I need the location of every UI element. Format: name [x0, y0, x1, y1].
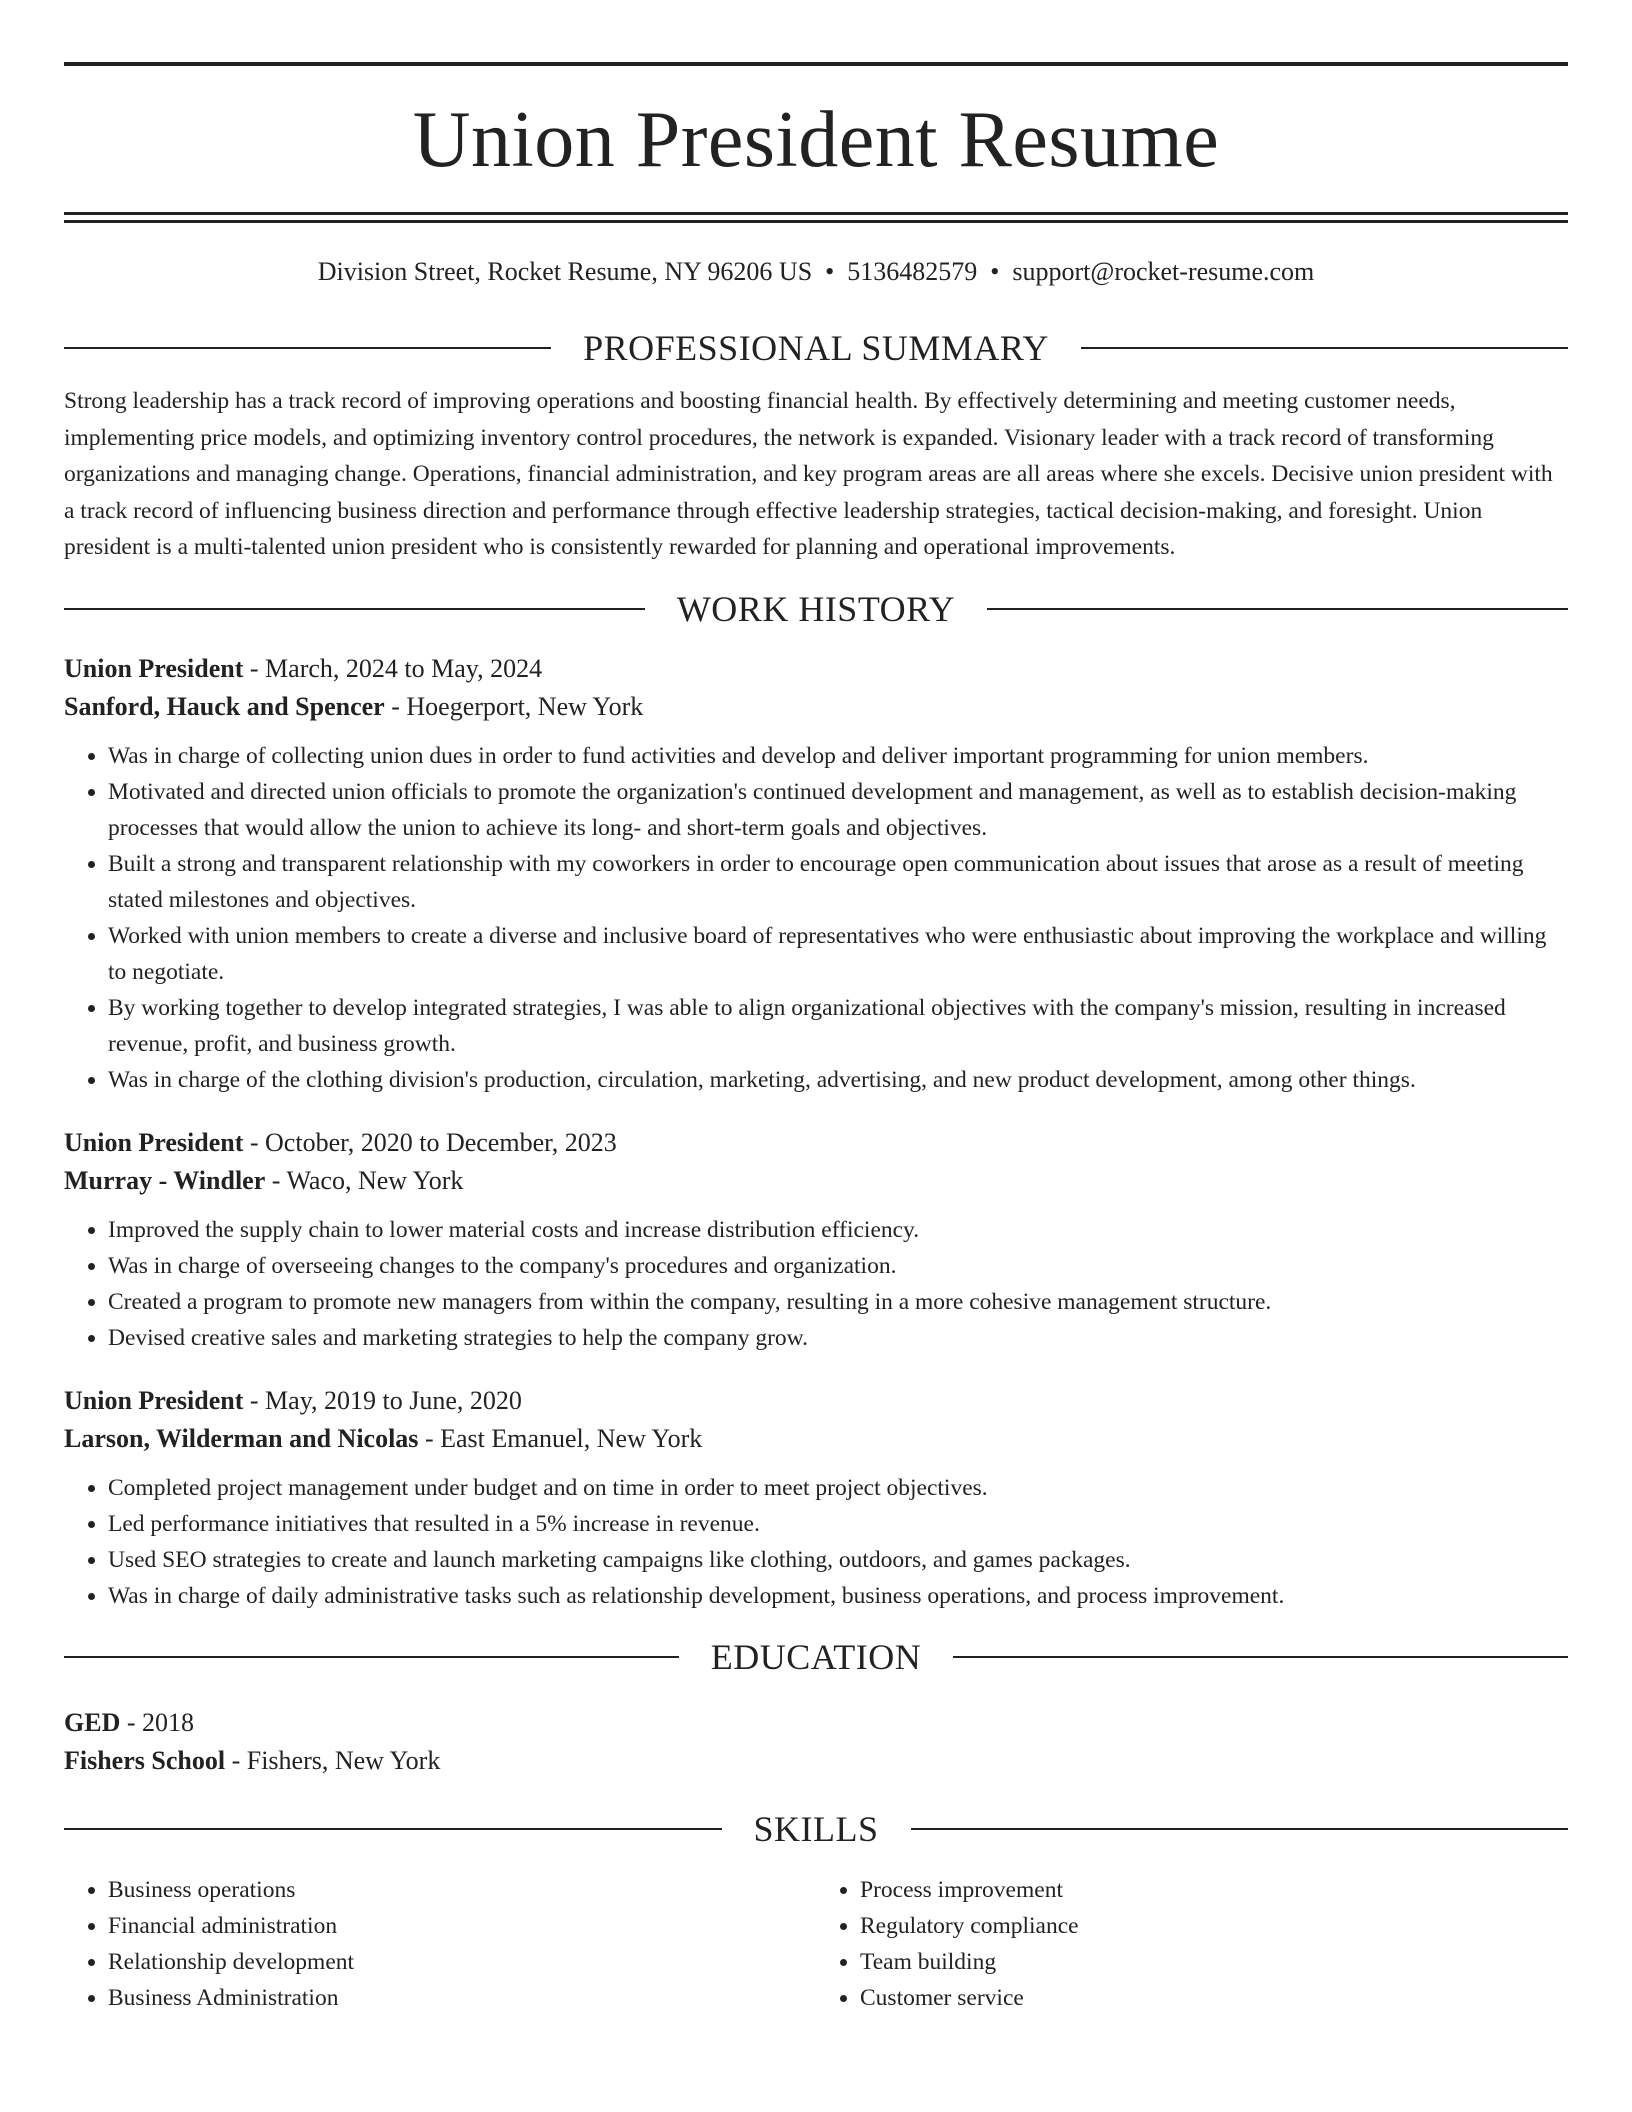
education-year: - 2018	[120, 1707, 195, 1737]
contact-line	[64, 257, 1568, 287]
education-entry	[64, 1704, 1568, 1780]
section-rule	[987, 608, 1568, 610]
section-rule	[911, 1828, 1569, 1830]
job-bullet: • Used SEO strategies to create and launch marketing campaigns like clothing, outdoors, and games packages.	[108, 1542, 1568, 1578]
education-school: Fishers School	[64, 1745, 226, 1775]
summary-text: Strong leadership has a track record of improving operations and boosting financial health. By effectively determining and meeting customer needs, implementing price models, and optimizing inventory control procedures, the network is expanded. Visionary leader with a track record of transforming organizations and managing change. Operations, financial administration, and key program areas are all areas where she excels. Decisive union president with a track record of influencing business direction and performance through effective leadership strategies, tactical decision-making, and foresight. Union president is a multi-talented union president who is consistently rewarded for planning and operational improvements.	[64, 388, 1553, 560]
job-title: Union President	[64, 1127, 244, 1157]
section-rule	[64, 1656, 679, 1658]
education-school-line	[64, 1742, 1568, 1780]
job-bullet: • Was in charge of the clothing division's production, circulation, marketing, advertising, and new product development, among other things.	[108, 1062, 1568, 1098]
contact-phone: 5136482579	[847, 257, 978, 286]
skills-list	[64, 1872, 1568, 2016]
contact-email: support@rocket-resume.com	[1012, 257, 1315, 286]
job-title: Union President	[64, 1385, 244, 1415]
education-degree-line	[64, 1704, 1568, 1742]
job-company: Murray - Windler	[64, 1165, 266, 1195]
section-heading-work	[64, 588, 1568, 630]
skill-item: • Customer service	[860, 1980, 1568, 2016]
skill-item: • Business operations	[108, 1872, 816, 1908]
skill-item: • Process improvement	[860, 1872, 1568, 1908]
resume-title: Union President Resume	[412, 96, 1220, 184]
job-title: Union President	[64, 653, 244, 683]
work-history-list	[64, 650, 1568, 1614]
job-bullet: • By working together to develop integrated strategies, I was able to align organizational objectives with the company's mission, resulting in increased revenue, profit, and business growth.	[108, 990, 1568, 1062]
skills-column-right	[816, 1872, 1568, 2016]
job-company: Larson, Wilderman and Nicolas	[64, 1423, 419, 1453]
skill-item: • Business Administration	[108, 1980, 816, 2016]
job-company-line	[64, 688, 1568, 726]
job-bullet: • Was in charge of collecting union dues in order to fund activities and develop and deliver important programming for union members.	[108, 738, 1568, 774]
job-location: - Waco, New York	[265, 1165, 464, 1195]
section-title: EDUCATION	[710, 1636, 922, 1677]
job-bullets	[64, 738, 1568, 1098]
top-rule	[64, 62, 1568, 66]
job-dates: - May, 2019 to June, 2020	[243, 1385, 522, 1415]
job-entry	[64, 1124, 1568, 1356]
job-company: Sanford, Hauck and Spencer	[64, 691, 385, 721]
job-bullet: • Created a program to promote new managers from within the company, resulting in a more cohesive management structure.	[108, 1284, 1568, 1320]
job-dates: - October, 2020 to December, 2023	[243, 1127, 617, 1157]
job-bullet: • Was in charge of daily administrative tasks such as relationship development, business operations, and process improvement.	[108, 1578, 1568, 1614]
job-entry	[64, 1382, 1568, 1614]
title-double-rule	[64, 212, 1568, 223]
section-title: WORK HISTORY	[676, 588, 956, 629]
education-degree: GED	[64, 1707, 121, 1737]
job-bullet: • Led performance initiatives that resulted in a 5% increase in revenue.	[108, 1506, 1568, 1542]
section-rule	[64, 1828, 722, 1830]
job-title-line	[64, 1382, 1568, 1420]
job-bullet: • Built a strong and transparent relationship with my coworkers in order to encourage open communication about issues that arose as a result of meeting stated milestones and objectives.	[108, 846, 1568, 918]
skill-item: • Relationship development	[108, 1944, 816, 1980]
skill-item: • Financial administration	[108, 1908, 816, 1944]
contact-separator: •	[990, 257, 1000, 286]
section-rule	[64, 347, 551, 349]
job-bullet: • Worked with union members to create a diverse and inclusive board of representatives who were enthusiastic about improving the workplace and willing to negotiate.	[108, 918, 1568, 990]
job-bullet: • Improved the supply chain to lower material costs and increase distribution efficiency.	[108, 1212, 1568, 1248]
skill-item: • Regulatory compliance	[860, 1908, 1568, 1944]
section-rule	[953, 1656, 1568, 1658]
skill-item: • Team building	[860, 1944, 1568, 1980]
job-bullet: • Completed project management under budget and on time in order to meet project objectives.	[108, 1470, 1568, 1506]
job-bullet: • Devised creative sales and marketing strategies to help the company grow.	[108, 1320, 1568, 1356]
contact-separator: •	[825, 257, 835, 286]
job-dates: - March, 2024 to May, 2024	[243, 653, 543, 683]
job-location: - East Emanuel, New York	[418, 1423, 703, 1453]
job-bullets	[64, 1212, 1568, 1356]
job-location: - Hoegerport, New York	[384, 691, 644, 721]
job-title-line	[64, 650, 1568, 688]
job-title-line	[64, 1124, 1568, 1162]
section-rule	[1081, 347, 1568, 349]
job-company-line	[64, 1162, 1568, 1200]
section-rule	[64, 608, 645, 610]
section-title: PROFESSIONAL SUMMARY	[583, 328, 1049, 368]
section-heading-skills	[64, 1808, 1568, 1850]
contact-address: Division Street, Rocket Resume, NY 96206 US	[317, 257, 813, 286]
education-location: - Fishers, New York	[225, 1745, 441, 1775]
section-title: SKILLS	[753, 1808, 879, 1849]
skills-column-left	[64, 1872, 816, 2016]
section-heading-summary	[64, 327, 1568, 369]
job-company-line	[64, 1420, 1568, 1458]
job-bullet: • Was in charge of overseeing changes to the company's procedures and organization.	[108, 1248, 1568, 1284]
job-bullet: • Motivated and directed union officials to promote the organization's continued development and management, as well as to establish decision-making processes that would allow the union to achieve its long- and short-term goals and objectives.	[108, 774, 1568, 846]
section-heading-education	[64, 1636, 1568, 1678]
job-entry	[64, 650, 1568, 1098]
job-bullets	[64, 1470, 1568, 1614]
